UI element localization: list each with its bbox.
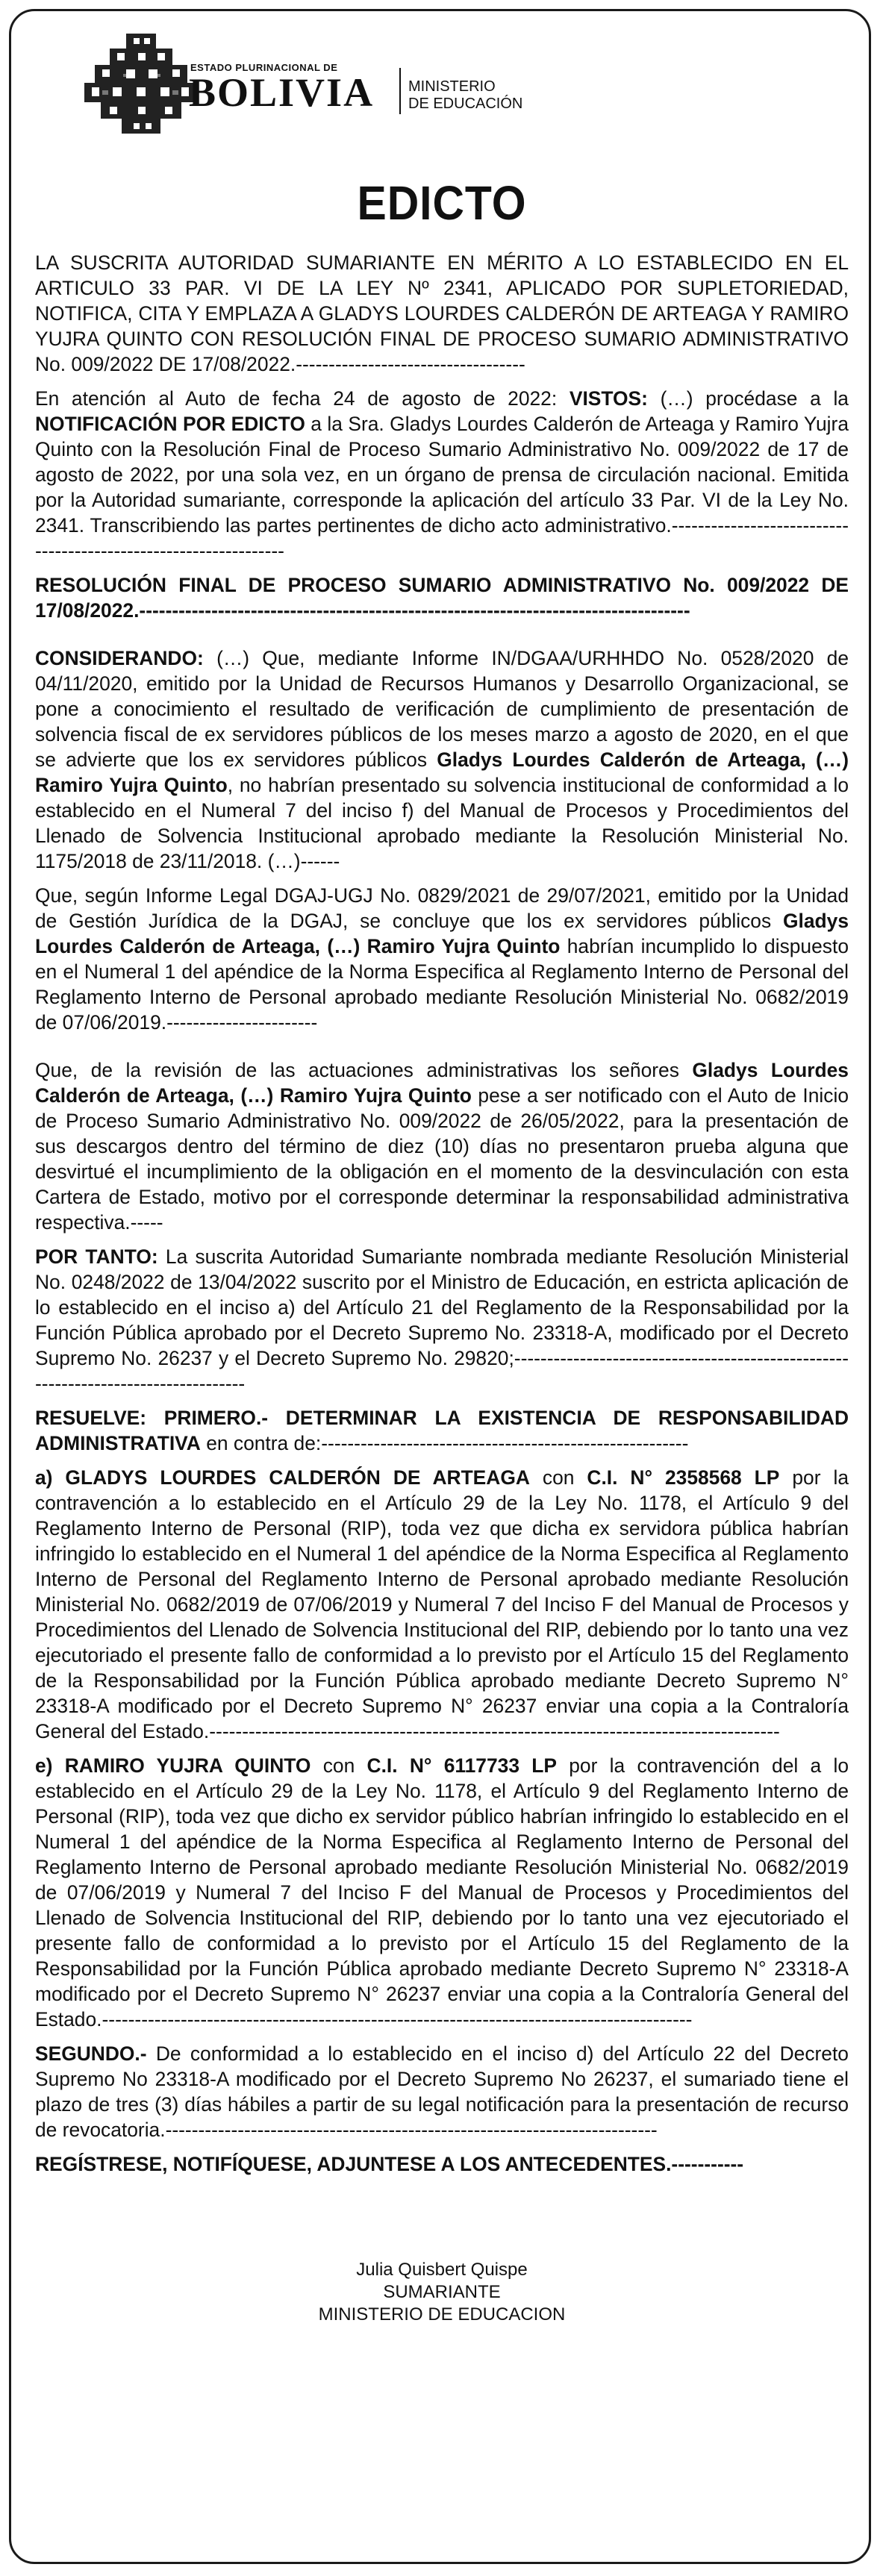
item-e-name: e) RAMIRO YUJRA QUINTO (35, 1754, 311, 1777)
considerando-names: Gladys Lourdes Calderón de Arteaga, (…) Ramiro Yujra Quinto (35, 748, 849, 796)
que-paragraph-2 (35, 1057, 849, 1235)
que-paragraph-1 (35, 883, 849, 1035)
spacer (35, 1044, 849, 1057)
que1-text-a: Que, según Informe Legal DGAJ-UGJ No. 0829/2021 de 29/07/2021, emitido por la Unidad de Gestión Jurídica de la DGAJ, se concluye que los ex servidores públicos (35, 884, 849, 932)
ministerio-line2: DE EDUCACIÓN (408, 96, 523, 112)
segundo-label: SEGUNDO.- (35, 2042, 147, 2065)
considerando-paragraph (35, 645, 849, 874)
ministerio-line1: MINISTERIO (408, 78, 496, 95)
portanto-paragraph (35, 1244, 849, 1396)
bolivia-emblem-icon (80, 32, 203, 137)
item-a-con: con (529, 1466, 587, 1489)
notice-paragraph (35, 386, 849, 563)
item-e-text: por la contravención del a lo establecido en el Artículo 29 de la Ley No. 1178, el Artículo 9 del Reglamento Interno de Personal (RIP), toda vez que dicho ex servidor público habrían infringido lo establecido en el Numeral 1 del apéndice de la Norma Especifica al Reglamento Interno de Personal del Reglamento Interno de Personal aprobado mediante Resolución Ministerial No. 0682/2019 de 07/06/2019 y Numeral 7 del Inciso F del Manual de Procesos y Procedimientos del Llenado de Solvencia Institucional del RIP, debiendo por lo tanto una vez ejecutoriado el presente fallo de conformidad a lo previsto por el Artículo 15 del Reglamento de la Responsabilidad por la Función Pública aprobado mediante Decreto Supremo N° 23318-A modificado por el Decreto Supremo N° 26237 enviar una copia a la Contraloría General del Estado.------------------------------------------------------------------------------------------ (35, 1754, 849, 2031)
header-divider (399, 68, 401, 114)
logo (80, 26, 528, 146)
resuelve-label: RESUELVE: PRIMERO.- DETERMINAR LA EXISTENCIA DE RESPONSABILIDAD ADMINISTRATIVA (35, 1407, 849, 1454)
resuelve-text: en contra de:-------------------------------------------------------- (200, 1432, 689, 1454)
ministerio-label (408, 78, 522, 113)
notice-text-e: a la Sra. Gladys Lourdes Calderón de Arteaga y Ramiro Yujra Quinto con la Resolución Final de Proceso Sumario Administrativo No. 009/2022 de 17 de agosto de 2022, por una sola vez, en un órgano de prensa de circulación nacional. Emitida por la Autoridad sumariante, corresponde la aplicación del artículo 33 Par. VI de la Ley No. 2341. Transcribiendo las partes pertinentes de dicho acto administrativo.----------------------------------------------------------------- (35, 413, 849, 562)
item-a-name: a) GLADYS LOURDES CALDERÓN DE ARTEAGA (35, 1466, 530, 1489)
edict-frame (9, 9, 871, 2564)
notice-text-c: (…) procédase a la (647, 387, 849, 410)
signature-org: MINISTERIO DE EDUCACION (318, 2304, 566, 2325)
item-a-paragraph (35, 1465, 849, 1744)
que2-text-a: Que, de la revisión de las actuaciones administrativas los señores (35, 1059, 693, 1081)
header (35, 26, 849, 153)
signature-block (35, 2259, 849, 2326)
signature-name: Julia Quisbert Quispe (356, 2260, 528, 2280)
item-a-ci: C.I. N° 2358568 LP (587, 1466, 780, 1489)
notificacion-label: NOTIFICACIÓN POR EDICTO (35, 413, 305, 435)
bolivia-wordmark: BOLIVIA (189, 70, 375, 115)
que2-text-c: pese a ser notificado con el Auto de Inicio de Proceso Sumario Administrativo No. 009/2022 de 26/05/2022, para la presentación de sus descargos dentro del término de diez (10) días no presentaron prueba alguna que desvirtué el incumplimiento de la obligación en el momento de la desvinculación con esta Cartera de Estado, motivo por el corresponde determinar la responsabilidad administrativa respectiva.----- (35, 1084, 849, 1234)
considerando-text-b: (…) Que, mediante Informe IN/DGAA/URHHDO No. 0528/2020 de 04/11/2020, emitido por la Unidad de Recursos Humanos y Desarrollo Organizacional, se pone a conocimiento el resultado de verificación de cumplimiento de presentación de solvencia fiscal de ex servidores públicos de los meses marzo a agosto de 2020, en el que se advierte que los ex servidores públicos (35, 647, 849, 771)
segundo-paragraph (35, 2041, 849, 2142)
signature-role: SUMARIANTE (383, 2282, 501, 2302)
item-e-ci: C.I. N° 6117733 LP (366, 1754, 557, 1777)
considerando-text-d: , no habrían presentado su solvencia institucional de conformidad a lo establecido en el Numeral 7 del inciso f) del Manual de Procesos y Procedimientos del Llenado de Solvencia Institucional aprobado mediante la Resolución Ministerial No. 1175/2018 de 23/11/2018. (…)------ (35, 774, 849, 872)
closing-line: REGÍSTRESE, NOTIFÍQUESE, ADJUNTESE A LOS ANTECEDENTES.----------- (35, 2153, 744, 2175)
portanto-label: POR TANTO: (35, 1245, 158, 1268)
que1-text-c: habrían incumplido lo dispuesto en el Numeral 1 del apéndice de la Norma Especifica al Reglamento Interno de Personal del Reglamento Interno de Personal aprobado mediante Resolución Ministerial No. 0682/2019 de 07/06/2019.----------------------- (35, 935, 849, 1034)
vistos-label: VISTOS: (569, 387, 648, 410)
item-e-con: con (311, 1754, 367, 1777)
estado-text: ESTADO PLURINACIONAL DE (190, 62, 338, 73)
que1-names: Gladys Lourdes Calderón de Arteaga, (…) Ramiro Yujra Quinto (35, 910, 849, 957)
considerando-label: CONSIDERANDO: (35, 647, 204, 669)
intro-paragraph: LA SUSCRITA AUTORIDAD SUMARIANTE EN MÉRITO A LO ESTABLECIDO EN EL ARTICULO 33 PAR. VI DE LA LEY Nº 2341, APLICADO POR SUPLETORIEDAD, NOTIFICA, CITA Y EMPLAZA A GLADYS LOURDES CALDERÓN DE ARTEAGA Y RAMIRO YUJRA QUINTO CON RESOLUCIÓN FINAL DE PROCESO SUMARIO ADMINISTRATIVO No. 009/2022 DE 17/08/2022.----------------------------------- (35, 251, 849, 375)
portanto-text: La suscrita Autoridad Sumariante nombrada mediante Resolución Ministerial No. 0248/2022 de 13/04/2022 suscrito por el Ministro de Educación, en estricta aplicación de lo establecido en el inciso a) del Artículo 21 del Reglamento de la Responsabilidad por la Función Pública aprobado por el Decreto Supremo No. 23318-A, modificado por el Decreto Supremo No. 26237 y el Decreto Supremo No. 29820;----------------------------------------------------------------------------------- (35, 1245, 849, 1395)
resolution-heading: RESOLUCIÓN FINAL DE PROCESO SUMARIO ADMINISTRATIVO No. 009/2022 DE 17/08/2022.------------------------------------------------------------------------------------ (35, 574, 849, 622)
item-a-text: por la contravención a lo establecido en el Artículo 29 de la Ley No. 1178, el Artículo 9 del Reglamento Interno de Personal (RIP), toda vez que dicha ex servidora pública habrían infringido lo establecido en el Numeral 1 del apéndice de la Norma Especifica al Reglamento Interno de Personal del Reglamento Interno de Personal aprobado mediante Resolución Ministerial No. 0682/2019 de 07/06/2019 y Numeral 7 del Inciso F del Manual de Procesos y Procedimientos del Llenado de Solvencia Institucional del RIP, debiendo por lo tanto una vez ejecutoriado el presente fallo de conformidad a lo previsto por el Artículo 15 del Reglamento de la Responsabilidad por la Función Pública aprobado mediante Decreto Supremo N° 23318-A modificado por el Decreto Supremo N° 26237 enviar una copia a la Contraloría General del Estado.--------------------------------------------------------------------------------------- (35, 1466, 849, 1742)
notice-text-a: En atención al Auto de fecha 24 de agosto de 2022: (35, 387, 570, 410)
que2-names: Gladys Lourdes Calderón de Arteaga, (…) Ramiro Yujra Quinto (35, 1059, 849, 1107)
edict-title: EDICTO (357, 176, 527, 230)
segundo-text: De conformidad a lo establecido en el inciso d) del Artículo 22 del Decreto Supremo No 23318-A modificado por el Decreto Supremo No 26237, el sumariado tiene el plazo de tres (3) días hábiles a partir de su legal notificación para la presentación de recurso de revocatoria.--------------------------------------------------------------------------- (35, 2042, 849, 2141)
spacer (35, 632, 849, 645)
resuelve-paragraph (35, 1405, 849, 1456)
item-e-paragraph (35, 1753, 849, 2032)
edict-content (35, 26, 849, 2326)
